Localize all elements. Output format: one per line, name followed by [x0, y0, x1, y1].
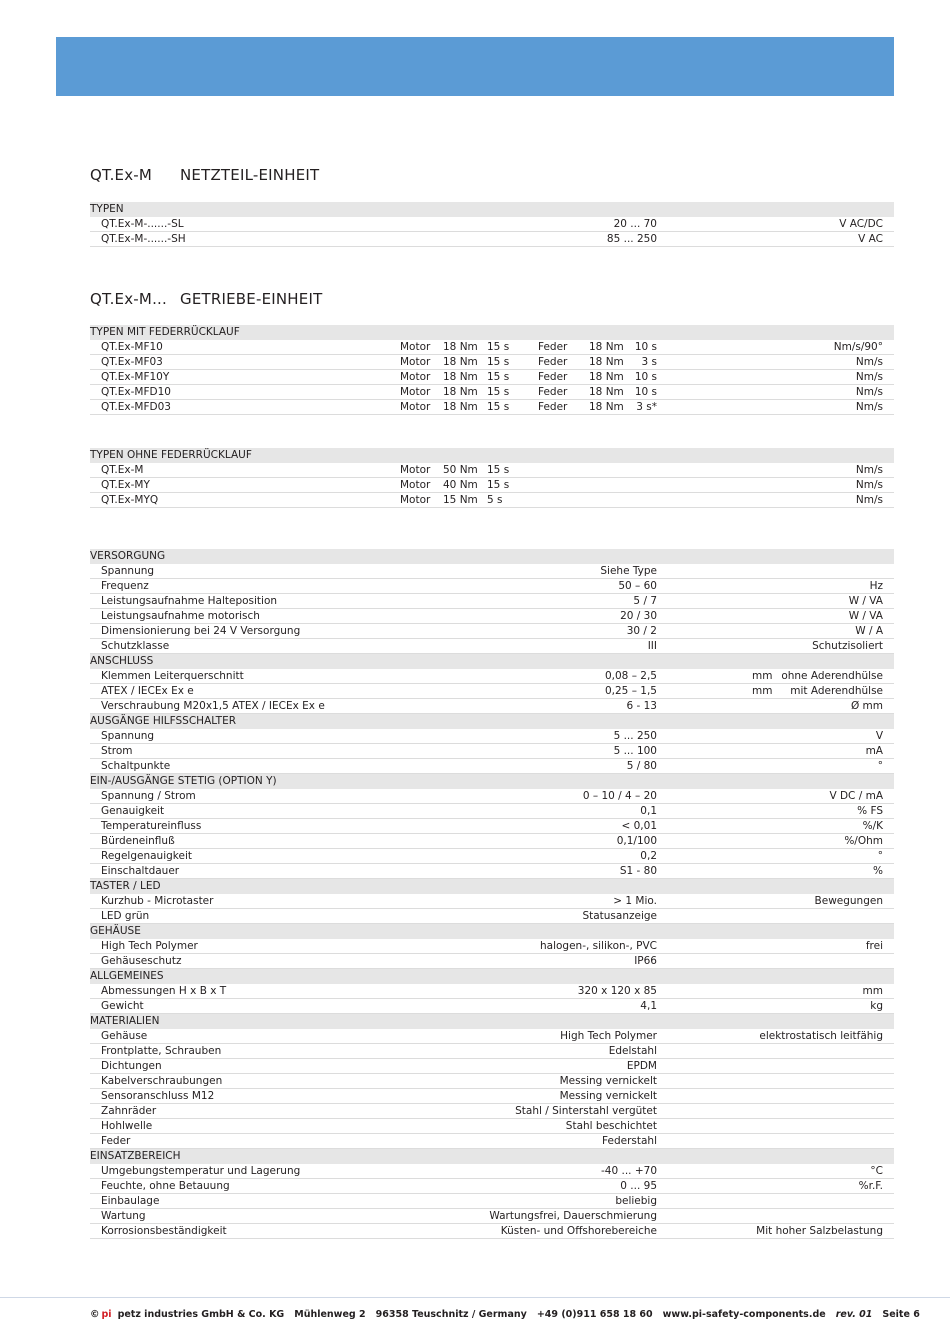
table-row — [90, 1209, 894, 1224]
spec-group-header: TASTER / LED — [90, 880, 161, 892]
spring-torque: 18 Nm — [589, 341, 624, 353]
spec-group-header: VERSORGUNG — [90, 550, 166, 562]
spec-unit: W / VA — [848, 610, 883, 622]
spec-value: Edelstahl — [608, 1045, 657, 1057]
table-row — [90, 400, 894, 415]
spec-unit: % — [873, 865, 883, 877]
table-row — [90, 340, 894, 355]
table-row — [90, 684, 894, 699]
specs-table — [90, 549, 894, 1239]
spec-value: 0,08 – 2,5 — [604, 670, 657, 682]
table-row — [90, 1224, 894, 1239]
motor-label: Motor — [400, 464, 431, 476]
table-row — [90, 1119, 894, 1134]
copyright-symbol: © — [90, 1309, 100, 1320]
table-row — [90, 1179, 894, 1194]
spec-value: S1 - 80 — [619, 865, 657, 877]
spec-name: Kurzhub - Microtaster — [101, 895, 214, 907]
table-row — [90, 939, 894, 954]
spec-value: 5 / 80 — [626, 760, 657, 772]
spring-time: 3 s* — [636, 401, 657, 413]
table-row — [90, 984, 894, 999]
spec-unit: ohne Aderendhülse — [781, 670, 883, 682]
type-unit: Nm/s — [855, 356, 883, 368]
spec-value: 5 ... 250 — [613, 730, 657, 742]
table-row — [90, 909, 894, 924]
table-header — [90, 774, 894, 789]
spec-name: Feuchte, ohne Betauung — [101, 1180, 230, 1192]
spec-name: Gehäuseschutz — [101, 955, 182, 967]
spec-name: Einschaltdauer — [101, 865, 180, 877]
spec-group-header: AUSGÄNGE HILFSSCHALTER — [90, 715, 237, 727]
spec-unit: W / VA — [848, 595, 883, 607]
table-row — [90, 999, 894, 1014]
table-row — [90, 1194, 894, 1209]
spec-value: 0 ... 95 — [620, 1180, 657, 1192]
motor-torque: 18 Nm — [443, 341, 478, 353]
spec-value: 4,1 — [640, 1000, 657, 1012]
table-header — [90, 1014, 894, 1029]
spec-value: High Tech Polymer — [560, 1030, 657, 1042]
type-name: QT.Ex-M-......-SL — [101, 218, 184, 230]
table-row — [90, 834, 894, 849]
spec-value: 0,2 — [640, 850, 657, 862]
pi-logo: pi — [101, 1309, 112, 1320]
type-unit: V AC — [858, 233, 883, 245]
motor-time: 15 s — [487, 386, 510, 398]
spec-value: Stahl beschichtet — [565, 1120, 657, 1132]
type-value: 20 ... 70 — [613, 218, 657, 230]
spec-group-header: EINSATZBEREICH — [90, 1150, 181, 1162]
spec-name: Kabelverschraubungen — [101, 1075, 223, 1087]
spec-unit-primary: mm — [752, 670, 773, 682]
motor-label: Motor — [400, 371, 431, 383]
spec-value: Messing vernickelt — [559, 1075, 657, 1087]
spec-group-header: MATERIALIEN — [90, 1015, 160, 1027]
motor-time: 15 s — [487, 479, 510, 491]
spec-name: Dimensionierung bei 24 V Versorgung — [101, 625, 301, 637]
type-name: QT.Ex-MFD03 — [101, 401, 171, 413]
table-row — [90, 804, 894, 819]
spec-unit: kg — [870, 1000, 883, 1012]
motor-time: 15 s — [487, 401, 510, 413]
revision: rev. 01 — [835, 1309, 873, 1320]
type-name: QT.Ex-M — [101, 464, 144, 476]
spec-name: Schutzklasse — [101, 640, 170, 652]
spec-value: halogen-, silikon-, PVC — [540, 940, 657, 952]
type-unit: Nm/s — [855, 386, 883, 398]
spring-time: 10 s — [634, 386, 657, 398]
type-unit: V AC/DC — [839, 218, 883, 230]
section-code: QT.Ex-M — [90, 166, 153, 184]
spring-label: Feder — [538, 371, 568, 383]
spec-value: 5 ... 100 — [613, 745, 657, 757]
table-row — [90, 669, 894, 684]
type-name: QT.Ex-MY — [101, 479, 150, 491]
type-unit: Nm/s — [855, 479, 883, 491]
spec-value: 30 / 2 — [626, 625, 657, 637]
type-unit: Nm/s/90° — [833, 341, 883, 353]
motor-torque: 15 Nm — [443, 494, 478, 506]
motor-label: Motor — [400, 401, 431, 413]
table-row — [90, 1059, 894, 1074]
motor-torque: 18 Nm — [443, 371, 478, 383]
spec-name: Umgebungstemperatur und Lagerung — [101, 1165, 301, 1177]
motor-label: Motor — [400, 479, 431, 491]
table-row — [90, 579, 894, 594]
table-row — [90, 819, 894, 834]
spec-unit-primary: mm — [752, 685, 773, 697]
spec-name: Korrosionsbeständigkeit — [101, 1225, 227, 1237]
type-unit: Nm/s — [855, 371, 883, 383]
section-heading-getriebe — [90, 290, 322, 308]
spec-name: Regelgenauigkeit — [101, 850, 192, 862]
spec-value: 0 – 10 / 4 – 20 — [582, 790, 657, 802]
table-row — [90, 478, 894, 493]
spec-unit: % FS — [857, 805, 883, 817]
table-row — [90, 759, 894, 774]
typen-table — [90, 202, 894, 247]
table-row — [90, 232, 894, 247]
spec-unit: Bewegungen — [814, 895, 883, 907]
footer — [90, 1309, 930, 1320]
type-name: QT.Ex-M-......-SH — [101, 233, 186, 245]
table-row — [90, 463, 894, 478]
spec-value: 320 x 120 x 85 — [577, 985, 657, 997]
type-name: QT.Ex-MF10 — [101, 341, 163, 353]
motor-label: Motor — [400, 341, 431, 353]
spec-name: Verschraubung M20x1,5 ATEX / IECEx Ex e — [101, 700, 325, 712]
table-row — [90, 849, 894, 864]
table-header — [90, 924, 894, 939]
spec-unit: W / A — [855, 625, 883, 637]
spec-name: Hohlwelle — [101, 1120, 153, 1132]
spec-value: III — [647, 640, 657, 652]
table-row — [90, 385, 894, 400]
spec-unit: ° — [877, 760, 883, 772]
spec-value: EPDM — [626, 1060, 657, 1072]
spec-value: 0,1 — [640, 805, 657, 817]
table-row — [90, 1074, 894, 1089]
spec-name: Strom — [101, 745, 133, 757]
spec-name: Spannung — [101, 730, 155, 742]
mit-feder-table — [90, 325, 894, 415]
spec-name: Leistungsaufnahme Halteposition — [101, 595, 278, 607]
spring-time: 3 s — [641, 356, 657, 368]
table-header-label: TYPEN MIT FEDERRÜCKLAUF — [90, 326, 240, 338]
table-row — [90, 1104, 894, 1119]
table-row — [90, 609, 894, 624]
spring-torque: 18 Nm — [589, 386, 624, 398]
spring-time: 10 s — [634, 371, 657, 383]
spring-label: Feder — [538, 386, 568, 398]
section-code: QT.Ex-M... — [90, 290, 167, 308]
spec-unit: mit Aderendhülse — [790, 685, 883, 697]
table-row — [90, 744, 894, 759]
table-header-label: TYPEN OHNE FEDERRÜCKLAUF — [90, 449, 252, 461]
table-header — [90, 1149, 894, 1164]
header-banner — [56, 37, 894, 96]
phone: +49 (0)911 658 18 60 — [536, 1309, 653, 1320]
table-header — [90, 325, 894, 340]
spec-unit: frei — [865, 940, 883, 952]
table-row — [90, 1044, 894, 1059]
spec-unit: elektrostatisch leitfähig — [759, 1030, 883, 1042]
table-header-label: TYPEN — [90, 203, 124, 215]
table-header — [90, 879, 894, 894]
motor-label: Motor — [400, 386, 431, 398]
spec-name: Gewicht — [101, 1000, 144, 1012]
table-row — [90, 564, 894, 579]
spec-name: Spannung / Strom — [101, 790, 196, 802]
spec-name: Schaltpunkte — [101, 760, 171, 772]
spec-value: Federstahl — [602, 1135, 657, 1147]
spec-unit: Mit hoher Salzbelastung — [756, 1225, 883, 1237]
type-name: QT.Ex-MF10Y — [101, 371, 170, 383]
table-row — [90, 370, 894, 385]
spec-value: Stahl / Sinterstahl vergütet — [515, 1105, 657, 1117]
spec-name: Abmessungen H x B x T — [101, 985, 227, 997]
motor-time: 5 s — [487, 494, 503, 506]
spec-name: High Tech Polymer — [101, 940, 198, 952]
spec-value: 6 - 13 — [626, 700, 657, 712]
spec-name: LED grün — [101, 910, 150, 922]
spec-value: IP66 — [634, 955, 657, 967]
section-heading-netzteil — [90, 166, 319, 184]
spec-unit: mA — [865, 745, 883, 757]
table-row — [90, 639, 894, 654]
spring-label: Feder — [538, 401, 568, 413]
spec-name: Genauigkeit — [101, 805, 165, 817]
spring-label: Feder — [538, 341, 568, 353]
website-link[interactable]: www.pi-safety-components.de — [662, 1309, 826, 1320]
table-row — [90, 1029, 894, 1044]
spec-group-header: ALLGEMEINES — [90, 970, 164, 982]
spec-group-header: ANSCHLUSS — [90, 655, 154, 667]
motor-label: Motor — [400, 356, 431, 368]
section-title: NETZTEIL-EINHEIT — [180, 166, 320, 184]
spec-name: Dichtungen — [101, 1060, 162, 1072]
motor-time: 15 s — [487, 356, 510, 368]
spec-name: Feder — [101, 1135, 131, 1147]
spring-time: 10 s — [634, 341, 657, 353]
company-name: petz industries GmbH & Co. KG — [117, 1309, 285, 1320]
page-number: Seite 6 — [882, 1309, 920, 1320]
spec-value: 0,25 – 1,5 — [604, 685, 657, 697]
spec-name: Frequenz — [101, 580, 149, 592]
spec-unit: %r.F. — [858, 1180, 883, 1192]
motor-time: 15 s — [487, 464, 510, 476]
street: Mühlenweg 2 — [294, 1309, 366, 1320]
motor-torque: 18 Nm — [443, 386, 478, 398]
spec-name: Temperatureinfluss — [101, 820, 202, 832]
type-name: QT.Ex-MFD10 — [101, 386, 171, 398]
spec-value: > 1 Mio. — [613, 895, 657, 907]
motor-torque: 18 Nm — [443, 356, 478, 368]
table-row — [90, 1089, 894, 1104]
table-row — [90, 1164, 894, 1179]
spec-value: Küsten- und Offshorebereiche — [500, 1225, 657, 1237]
spec-value: 50 – 60 — [618, 580, 657, 592]
spec-unit: %/K — [862, 820, 883, 832]
table-header — [90, 448, 894, 463]
footer-divider — [0, 1297, 950, 1298]
table-row — [90, 217, 894, 232]
spec-unit: V — [875, 730, 883, 742]
table-row — [90, 1134, 894, 1149]
spec-value: Wartungsfrei, Dauerschmierung — [489, 1210, 657, 1222]
spec-group-header: GEHÄUSE — [90, 925, 141, 937]
spec-unit: ° — [877, 850, 883, 862]
table-row — [90, 699, 894, 714]
spec-value: Siehe Type — [600, 565, 657, 577]
spec-name: Klemmen Leiterquerschnitt — [101, 670, 244, 682]
spec-value: 0,1/100 — [616, 835, 657, 847]
type-value: 85 ... 250 — [606, 233, 657, 245]
motor-torque: 40 Nm — [443, 479, 478, 491]
table-row — [90, 864, 894, 879]
table-header — [90, 654, 894, 669]
table-row — [90, 789, 894, 804]
spec-value: Messing vernickelt — [559, 1090, 657, 1102]
section-title: GETRIEBE-EINHEIT — [180, 290, 323, 308]
spec-name: ATEX / IECEx Ex e — [101, 685, 194, 697]
spec-name: Leistungsaufnahme motorisch — [101, 610, 260, 622]
type-unit: Nm/s — [855, 464, 883, 476]
spec-value: Statusanzeige — [582, 910, 657, 922]
spec-name: Sensoranschluss M12 — [101, 1090, 215, 1102]
spec-name: Einbaulage — [101, 1195, 160, 1207]
table-row — [90, 894, 894, 909]
spec-name: Zahnräder — [101, 1105, 157, 1117]
spec-value: < 0,01 — [621, 820, 657, 832]
motor-time: 15 s — [487, 341, 510, 353]
table-header — [90, 969, 894, 984]
spec-name: Wartung — [101, 1210, 146, 1222]
table-row — [90, 729, 894, 744]
spec-unit: V DC / mA — [829, 790, 883, 802]
spec-unit: Ø mm — [850, 700, 883, 712]
motor-torque: 18 Nm — [443, 401, 478, 413]
type-unit: Nm/s — [855, 494, 883, 506]
spec-unit: %/Ohm — [844, 835, 883, 847]
spec-value: 5 / 7 — [633, 595, 657, 607]
spec-unit: mm — [862, 985, 883, 997]
ohne-feder-table — [90, 448, 894, 508]
city: 96358 Teuschnitz / Germany — [375, 1309, 527, 1320]
spring-torque: 18 Nm — [589, 371, 624, 383]
spring-label: Feder — [538, 356, 568, 368]
spring-torque: 18 Nm — [589, 401, 624, 413]
spec-unit: Hz — [869, 580, 883, 592]
spring-torque: 18 Nm — [589, 356, 624, 368]
spec-unit: Schutzisoliert — [812, 640, 883, 652]
table-row — [90, 954, 894, 969]
spec-value: 20 / 30 — [620, 610, 657, 622]
motor-torque: 50 Nm — [443, 464, 478, 476]
table-row — [90, 355, 894, 370]
spec-unit: °C — [870, 1165, 883, 1177]
spec-group-header: EIN-/AUSGÄNGE STETIG (OPTION Y) — [90, 775, 277, 787]
type-unit: Nm/s — [855, 401, 883, 413]
motor-time: 15 s — [487, 371, 510, 383]
table-row — [90, 493, 894, 508]
type-name: QT.Ex-MF03 — [101, 356, 163, 368]
motor-label: Motor — [400, 494, 431, 506]
table-header — [90, 202, 894, 217]
spec-name: Bürdeneinfluß — [101, 835, 175, 847]
table-header — [90, 549, 894, 564]
spec-value: -40 ... +70 — [601, 1165, 657, 1177]
type-name: QT.Ex-MYQ — [101, 494, 159, 506]
spec-name: Spannung — [101, 565, 155, 577]
table-row — [90, 594, 894, 609]
spec-name: Frontplatte, Schrauben — [101, 1045, 222, 1057]
table-header — [90, 714, 894, 729]
table-row — [90, 624, 894, 639]
spec-name: Gehäuse — [101, 1030, 148, 1042]
spec-value: beliebig — [615, 1195, 657, 1207]
